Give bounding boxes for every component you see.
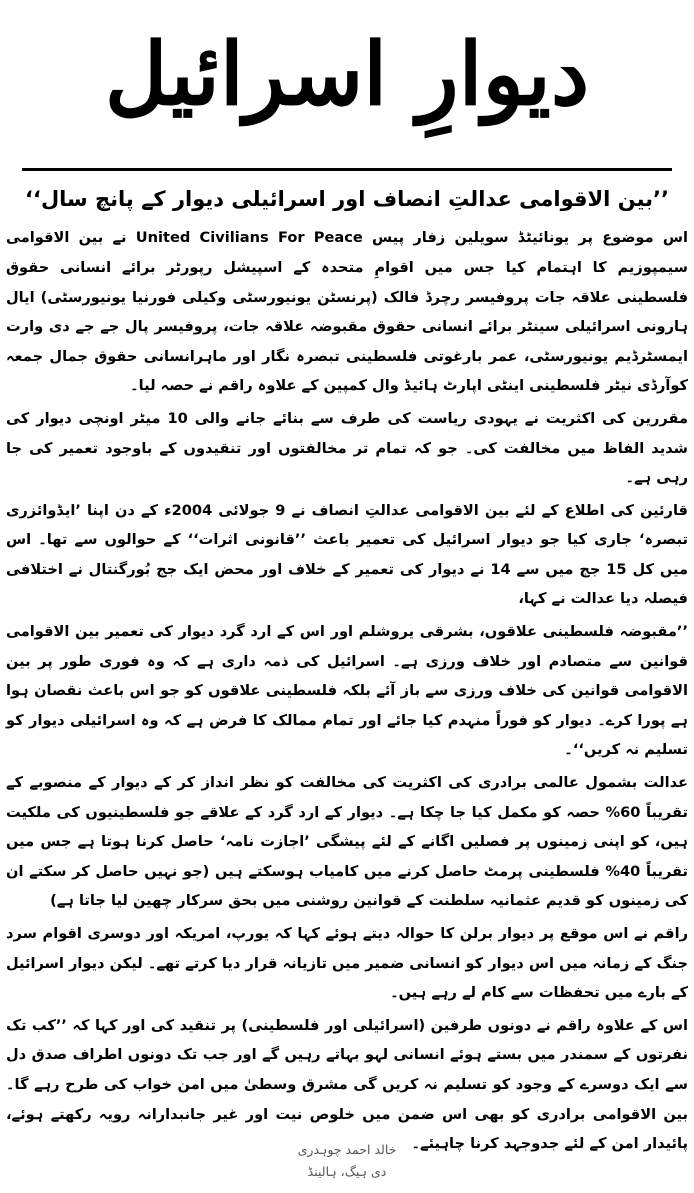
paragraph-3: قارئین کی اطلاع کے لئے بین الاقوامی عدالتِ انصاف نے 9 جولائی 2004ء کے دن اپنا ’ایڈوائزری تبصرہ‘ جاری کیا جو دیوار اسرائیل کی تعمیر باعث ’’قانونی اثرات‘‘ کے حوالوں سے تھا۔ اس میں کل 15 جج میں سے 14 نے دیوار کی تعمیر کے خلاف اور محض ایک جج بُورگنتال نے اختلافی فیصلہ دیا عدالت نے کہا،: [6, 501, 688, 608]
paragraph-5: عدالت بشمول عالمی برادری کی اکثریت کی مخالفت کو نظر انداز کر کے دیوار کے منصوبے کے تقریباً 60% حصہ کو مکمل کیا جا چکا ہے۔ دیوار کے ارد گرد کے علاقے جو فلسطینیوں کی ملکیت ہیں، کو اپنی زمینوں پر فصلیں اگانے کے لئے پیشگی ’اجازت نامہ‘ حاصل کرنا ہوتا ہے جس میں تقریباً 40% فلسطینی پرمٹ حاصل کرنے میں کامیاب ہوسکتے ہیں (جو نہیں حاصل کر سکتے ان کی زمینوں کو قدیم عثمانیہ سلطنت کے قوانین روشنی میں بحق سرکار چھین لیا جاتا ہے): [6, 774, 689, 910]
author-location: دی ہیگ، ہالینڈ: [307, 1164, 387, 1179]
paragraph-7: اس کے علاوہ راقم نے دونوں طرفین (اسرائیلی اور فلسطینی) پر تنقید کی اور کہا کہ ’’کب تک نفرتوں کے سمندر میں بستے ہوئے انسانی لہو بہاتے رہیں گے اور جب تک دونوں اطراف صدق دل سے ایک دوسرے کے وجود کو تسلیم نہ کریں گی مشرق وسطیٰ میں امن خواب کی طرح رہے گا۔ بین الاقوامی برادری کو بھی اس ضمن میں خلوص نیت اور غیر جانبدارانہ رویہ رکھتے ہوئے، پائیدار امن کے لئے جدوجہد کرنا چاہیئے۔: [6, 1016, 688, 1153]
paragraph-1: اس موضوع پر یونائیٹڈ سویلین زفار پیس United Civilians For Peace نے بین الاقوامی سیمپوزیم کا اہتمام کیا جس میں اقوامِ متحدہ کے اسپیشل رپورٹر برائے انسانی حقوق فلسطینی علاقہ جات پروفیسر رچرڈ فالک (پرنسٹن یونیورسٹی وکیلی فورنیا یونیورسٹی) ایال ہارونی اسرائیلی سینٹر برائے انسانی حقوق مقبوضہ علاقہ جات، پروفیسر پال جے جے دی وارت ایمسٹرڈیم یونیورسٹی، عمر بارغوتی فلسطینی تبصرہ نگار اور ماہرانسانی حقوق جمال جمعہ کوآرڈی نیٹر فلسطینی اینٹی اپارٹ ہائیڈ وال کمپین کے علاوہ راقم نے حصہ لیا۔: [6, 229, 688, 395]
masthead-title: دیوارِ اسرائیل: [104, 24, 590, 125]
paragraph-4-quote: ’’مقبوضہ فلسطینی علاقوں، بشرقی یروشلم اور اس کے ارد گرد دیوار کی تعمیر بین الاقوامی قوانین سے متصادم اور خلاف ورزی ہے۔ اسرائیل کی ذمہ داری ہے کہ وہ فوری طور پر بین الاقوامی قوانین کی خلاف ورزی سے باز آئے بلکہ فلسطینی علاقوں کو جو اس باعث نقصان ہوا ہے پورا کرے۔ دیوار کو فوراً منہدم کیا جائے اور تمام ممالک کا فرض ہے کہ وہ اسرائیلی دیوار کو تسلیم نہ کریں‘‘۔: [6, 623, 688, 759]
author-name: خالد احمد چوہدری: [297, 1142, 397, 1157]
header-divider: [22, 168, 672, 171]
author-signature: [0, 1139, 694, 1183]
paragraph-6: راقم نے اس موقع پر دیوار برلن کا حوالہ دیتے ہوئے کہا کہ یورپ، امریکہ اور دوسری اقوام سرد جنگ کے زمانہ میں اس دیوار کو انسانی ضمیر میں تازیانہ قرار دیا کرتے تھے۔ لیکن دیوار اسرائیل کے بارے میں تحفظات سے کام لے رہے ہیں۔: [6, 925, 688, 1002]
masthead: [0, 0, 694, 150]
article-subtitle: ’’بین الاقوامی عدالتِ انصاف اور اسرائیلی دیوار کے پانچ سال‘‘: [24, 187, 670, 211]
paragraph-2: مقررین کی اکثریت نے یہودی ریاست کی طرف سے بنائے جانے والی 10 میٹر اونچی دیوار کی شدید الفاظ میں مخالفت کی۔ جو کہ تمام تر مخالفتوں اور تنقیدوں کے باوجود تعمیر کی جا رہی ہے۔: [6, 409, 688, 487]
article-body: [0, 223, 694, 1158]
